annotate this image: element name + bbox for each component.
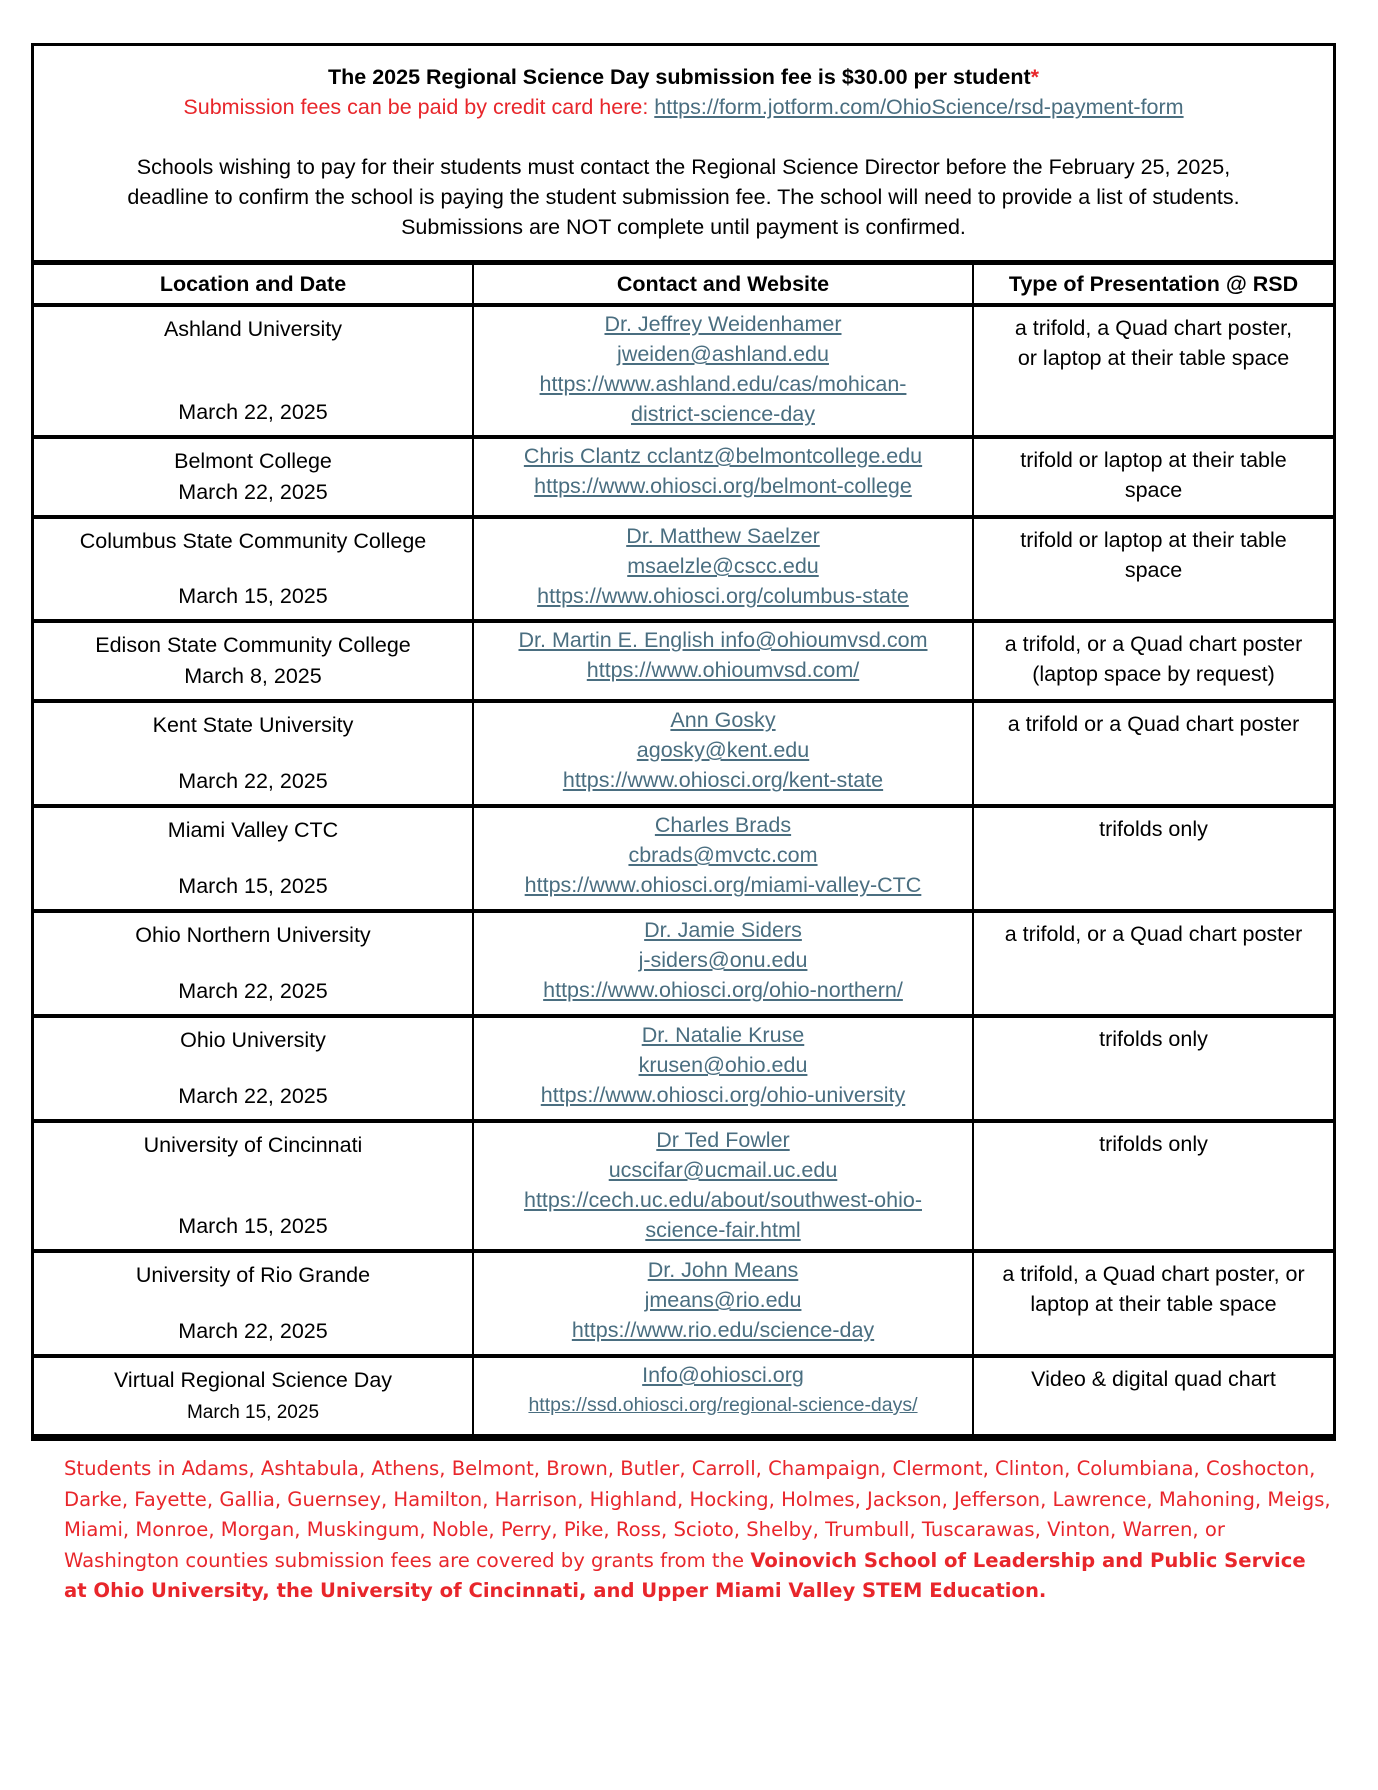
- contact-cell: [473, 701, 973, 806]
- presentation-type-text: a trifold, a Quad chart poster,: [1014, 316, 1293, 340]
- contact-link[interactable]: Chris Clantz cclantz@belmontcollege.edu: [523, 444, 923, 468]
- contact-link[interactable]: Dr. Jeffrey Weidenhamer: [604, 312, 842, 336]
- regional-science-day-table: [34, 260, 1333, 1438]
- event-date: March 22, 2025: [178, 769, 328, 793]
- location-name: Belmont College: [174, 449, 332, 473]
- contact-cell: [473, 621, 973, 701]
- presentation-type-text: Video & digital quad chart: [1031, 1367, 1276, 1391]
- location-cell: [34, 911, 473, 1016]
- presentation-type-cell: [973, 305, 1333, 437]
- table-row: [34, 701, 1333, 806]
- presentation-type-cell: [973, 621, 1333, 701]
- county-grant-note: [64, 1454, 1334, 1607]
- event-date: March 22, 2025: [178, 1319, 328, 1343]
- contact-link[interactable]: https://www.ohiosci.org/ohio-university: [540, 1083, 906, 1107]
- contact-link[interactable]: https://www.ohiosci.org/miami-valley-CTC: [524, 873, 922, 897]
- notice-line: Submissions are NOT complete until payment is confirmed.: [401, 215, 966, 239]
- grantors-text: Voinovich School of Leadership and Public Service at Ohio University, the University of Cincinnati, and Upper Miami Valley STEM Education.: [64, 1548, 1306, 1602]
- counties-text: Students in Adams, Ashtabula, Athens, Belmont, Brown, Butler, Carroll, Champaign, Clermont, Clinton, Columbiana, Coshocton, Darke, Fayette, Gallia, Guernsey, Hamilton, Harrison, Highland, Hocking, Holmes, Jackson, Jefferson, Lawrence, Mahoning, Meigs, Miami, Monroe, Morgan, Muskingum, Noble, Perry, Pike, Ross, Scioto, Shelby, Trumbull, Tuscarawas, Vinton, Warren, or Washington counties submission fees are covered by grants from the: [64, 1457, 1331, 1572]
- presentation-type-text: a trifold or a Quad chart poster: [1007, 712, 1300, 736]
- contact-link[interactable]: Ann Gosky: [670, 708, 776, 732]
- event-date: March 22, 2025: [178, 400, 328, 424]
- contact-link[interactable]: jmeans@rio.edu: [644, 1288, 802, 1312]
- contact-link[interactable]: https://www.ashland.edu/cas/mohican-: [539, 372, 907, 396]
- location-name: Columbus State Community College: [79, 529, 427, 553]
- contact-cell: [473, 437, 973, 517]
- presentation-type-cell: [973, 517, 1333, 621]
- presentation-type-text: space: [1124, 478, 1183, 502]
- location-name: Kent State University: [152, 713, 354, 737]
- payment-link[interactable]: https://form.jotform.com/OhioScience/rsd-payment-form: [654, 95, 1184, 119]
- location-cell: [34, 701, 473, 806]
- contact-link[interactable]: Dr Ted Fowler: [656, 1128, 790, 1152]
- contact-cell: [473, 911, 973, 1016]
- fee-asterisk: *: [1030, 65, 1039, 89]
- presentation-type-cell: [973, 1356, 1333, 1436]
- location-cell: [34, 806, 473, 911]
- table-row: [34, 1016, 1333, 1121]
- event-date: March 22, 2025: [178, 1084, 328, 1108]
- contact-link[interactable]: https://www.ohiosci.org/ohio-northern/: [543, 978, 903, 1002]
- location-cell: [34, 621, 473, 701]
- presentation-type-text: a trifold, or a Quad chart poster: [1004, 632, 1303, 656]
- contact-link[interactable]: cbrads@mvctc.com: [628, 843, 818, 867]
- location-name: Ashland University: [163, 317, 343, 341]
- contact-link[interactable]: https://ssd.ohiosci.org/regional-science-days/: [528, 1394, 918, 1416]
- location-cell: [34, 1251, 473, 1356]
- presentation-type-text: or laptop at their table space: [1017, 346, 1290, 370]
- presentation-type-text: trifolds only: [1099, 1027, 1208, 1051]
- presentation-type-cell: [973, 437, 1333, 517]
- contact-link[interactable]: Dr. Jamie Siders: [644, 918, 802, 942]
- table-row: [34, 1121, 1333, 1251]
- location-cell: [34, 305, 473, 437]
- presentation-type-text: laptop at their table space: [1030, 1292, 1277, 1316]
- event-date: March 8, 2025: [184, 664, 322, 688]
- contact-link[interactable]: j-siders@onu.edu: [638, 948, 808, 972]
- contact-link[interactable]: https://www.rio.edu/science-day: [571, 1318, 875, 1342]
- payment-line: [44, 92, 1323, 122]
- contact-link[interactable]: Dr. Matthew Saelzer: [626, 524, 820, 548]
- event-date: March 15, 2025: [178, 584, 328, 608]
- contact-cell: [473, 1016, 973, 1121]
- location-name: Ohio University: [180, 1028, 326, 1052]
- school-payment-notice: [44, 152, 1323, 242]
- location-name: Miami Valley CTC: [167, 818, 339, 842]
- presentation-type-text: trifolds only: [1099, 1132, 1208, 1156]
- contact-link[interactable]: Dr. John Means: [647, 1258, 799, 1282]
- table-row: [34, 305, 1333, 437]
- presentation-type-text: a trifold, a Quad chart poster, or: [1002, 1262, 1305, 1286]
- presentation-type-text: trifold or laptop at their table: [1020, 448, 1287, 472]
- presentation-type-text: a trifold, or a Quad chart poster: [1004, 922, 1303, 946]
- location-name: Virtual Regional Science Day: [113, 1368, 393, 1392]
- location-cell: [34, 1356, 473, 1436]
- contact-cell: [473, 1251, 973, 1356]
- table-header-row: [34, 263, 1333, 306]
- table-body: [34, 305, 1333, 1436]
- contact-link[interactable]: Dr. Natalie Kruse: [641, 1023, 805, 1047]
- column-header-type: Type of Presentation @ RSD: [973, 263, 1333, 306]
- event-date: March 15, 2025: [178, 874, 328, 898]
- table-row: [34, 517, 1333, 621]
- presentation-type-cell: [973, 806, 1333, 911]
- presentation-type-text: trifold or laptop at their table: [1020, 528, 1287, 552]
- notice-line: deadline to confirm the school is paying the student submission fee. The school will need to provide a list of students.: [127, 185, 1240, 209]
- contact-cell: [473, 1356, 973, 1436]
- contact-cell: [473, 806, 973, 911]
- presentation-type-text: (laptop space by request): [1032, 662, 1275, 686]
- payment-text: Submission fees can be paid by credit card here:: [183, 95, 655, 119]
- contact-cell: [473, 1121, 973, 1251]
- fee-table-frame: [31, 43, 1336, 1441]
- contact-link[interactable]: Dr. Martin E. English info@ohioumvsd.com: [518, 628, 928, 652]
- contact-link[interactable]: agosky@kent.edu: [636, 738, 810, 762]
- presentation-type-cell: [973, 1016, 1333, 1121]
- contact-link[interactable]: krusen@ohio.edu: [638, 1053, 808, 1077]
- location-cell: [34, 1121, 473, 1251]
- presentation-type-cell: [973, 701, 1333, 806]
- contact-link[interactable]: msaelzle@cscc.edu: [627, 554, 819, 578]
- location-name: University of Cincinnati: [143, 1133, 363, 1157]
- presentation-type-cell: [973, 1121, 1333, 1251]
- location-cell: [34, 437, 473, 517]
- column-header-contact: Contact and Website: [473, 263, 973, 306]
- fee-text: The 2025 Regional Science Day submission fee is $30.00 per student: [328, 65, 1031, 89]
- event-date: March 15, 2025: [186, 1402, 320, 1423]
- event-date: March 15, 2025: [178, 1214, 328, 1238]
- event-date: March 22, 2025: [178, 480, 328, 504]
- notice-line: Schools wishing to pay for their students must contact the Regional Science Director before the February 25, 2025,: [136, 155, 1231, 179]
- table-row: [34, 806, 1333, 911]
- contact-link[interactable]: https://www.ohiosci.org/kent-state: [562, 768, 884, 792]
- location-cell: [34, 517, 473, 621]
- contact-link[interactable]: ucscifar@ucmail.uc.edu: [608, 1158, 838, 1182]
- fee-header: [34, 46, 1333, 260]
- contact-link[interactable]: Charles Brads: [654, 813, 792, 837]
- presentation-type-text: trifolds only: [1099, 817, 1208, 841]
- table-row: [34, 437, 1333, 517]
- contact-link[interactable]: https://cech.uc.edu/about/southwest-ohio-: [524, 1188, 922, 1212]
- column-header-location: Location and Date: [34, 263, 473, 306]
- contact-link[interactable]: https://www.ohioumvsd.com/: [586, 658, 860, 682]
- table-row: [34, 911, 1333, 1016]
- fee-title: [44, 62, 1323, 92]
- location-cell: [34, 1016, 473, 1121]
- table-row: [34, 621, 1333, 701]
- event-date: March 22, 2025: [178, 979, 328, 1003]
- contact-cell: [473, 305, 973, 437]
- table-row: [34, 1356, 1333, 1436]
- contact-link[interactable]: Info@ohiosci.org: [642, 1363, 804, 1387]
- contact-link[interactable]: https://www.ohiosci.org/belmont-college: [534, 474, 912, 498]
- contact-link[interactable]: science-fair.html: [645, 1218, 801, 1242]
- table-row: [34, 1251, 1333, 1356]
- contact-cell: [473, 517, 973, 621]
- location-name: Ohio Northern University: [135, 923, 371, 947]
- contact-link[interactable]: jweiden@ashland.edu: [617, 342, 829, 366]
- contact-link[interactable]: district-science-day: [631, 402, 815, 426]
- location-name: University of Rio Grande: [135, 1263, 371, 1287]
- location-name: Edison State Community College: [95, 633, 411, 657]
- presentation-type-text: space: [1124, 558, 1183, 582]
- presentation-type-cell: [973, 1251, 1333, 1356]
- contact-link[interactable]: https://www.ohiosci.org/columbus-state: [537, 584, 909, 608]
- presentation-type-cell: [973, 911, 1333, 1016]
